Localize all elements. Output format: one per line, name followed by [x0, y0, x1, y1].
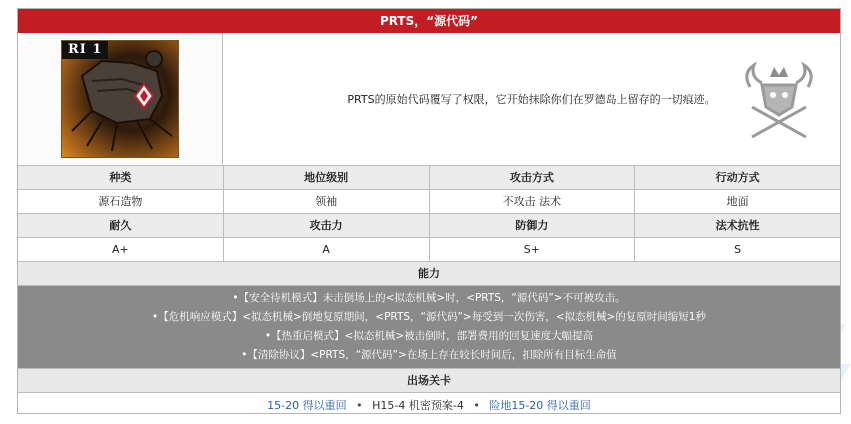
faction-emblem-icon: [740, 59, 818, 141]
value-atk: A: [224, 238, 430, 261]
stages-header: 出场关卡: [18, 369, 840, 393]
header-def: 防御力: [430, 214, 636, 237]
header-hp: 耐久: [18, 214, 224, 237]
ability-item: •【安全待机模式】未击倒场上的<拟态机械>时，<PRTS，“源代码”>不可被攻击。: [232, 292, 626, 304]
header-atk: 攻击力: [224, 214, 430, 237]
value-def: S+: [430, 238, 636, 261]
value-hp: A+: [18, 238, 224, 261]
rank-tag: RI 1: [62, 41, 108, 59]
value-type: 源石造物: [18, 190, 224, 213]
portrait-cell: [18, 33, 223, 165]
abilities-list: [18, 286, 840, 369]
header-rank: 地位级别: [224, 166, 430, 189]
ability-item: •【清除协议】<PRTS，“源代码”>在场上存在较长时间后，扣除所有目标生命值: [241, 349, 617, 361]
stages-list: [18, 393, 840, 419]
enemy-description: PRTS的原始代码覆写了权限，它开始抹除你们在罗德岛上留存的一切痕迹。: [347, 93, 716, 106]
stage-link-15-20[interactable]: 15-20 得以重回: [267, 399, 347, 412]
stage-separator: •: [473, 399, 480, 412]
header-type: 种类: [18, 166, 224, 189]
description-cell: [223, 33, 840, 165]
header-row: [18, 33, 840, 166]
header-movement: 行动方式: [635, 166, 840, 189]
stats-value-row-2: [18, 238, 840, 262]
header-attack-type: 攻击方式: [430, 166, 636, 189]
abilities-header: 能力: [18, 262, 840, 286]
value-rank: 领袖: [224, 190, 430, 213]
header-res: 法术抗性: [635, 214, 840, 237]
stats-value-row-1: [18, 190, 840, 214]
stats-header-row-2: [18, 214, 840, 238]
enemy-portrait[interactable]: [61, 40, 179, 158]
ability-item: •【危机响应模式】<拟态机械>倒地复原期间，<PRTS，“源代码”>每受到一次伤害，<拟态机械>的复原时间缩短1秒: [152, 311, 706, 323]
stats-header-row-1: [18, 166, 840, 190]
enemy-card: [17, 8, 841, 414]
ability-item: •【热重启模式】<拟态机械>被击倒时，部署费用的回复速度大幅提高: [264, 330, 594, 342]
value-res: S: [635, 238, 840, 261]
value-attack-type: 不攻击 法术: [430, 190, 636, 213]
stage-link-hard-15-20[interactable]: 险地15-20 得以重回: [489, 399, 591, 412]
value-movement: 地面: [635, 190, 840, 213]
card-title: PRTS，“源代码”: [18, 9, 840, 33]
stage-item-h15-4: H15-4 机密预案-4: [372, 399, 464, 412]
stage-separator: •: [356, 399, 363, 412]
